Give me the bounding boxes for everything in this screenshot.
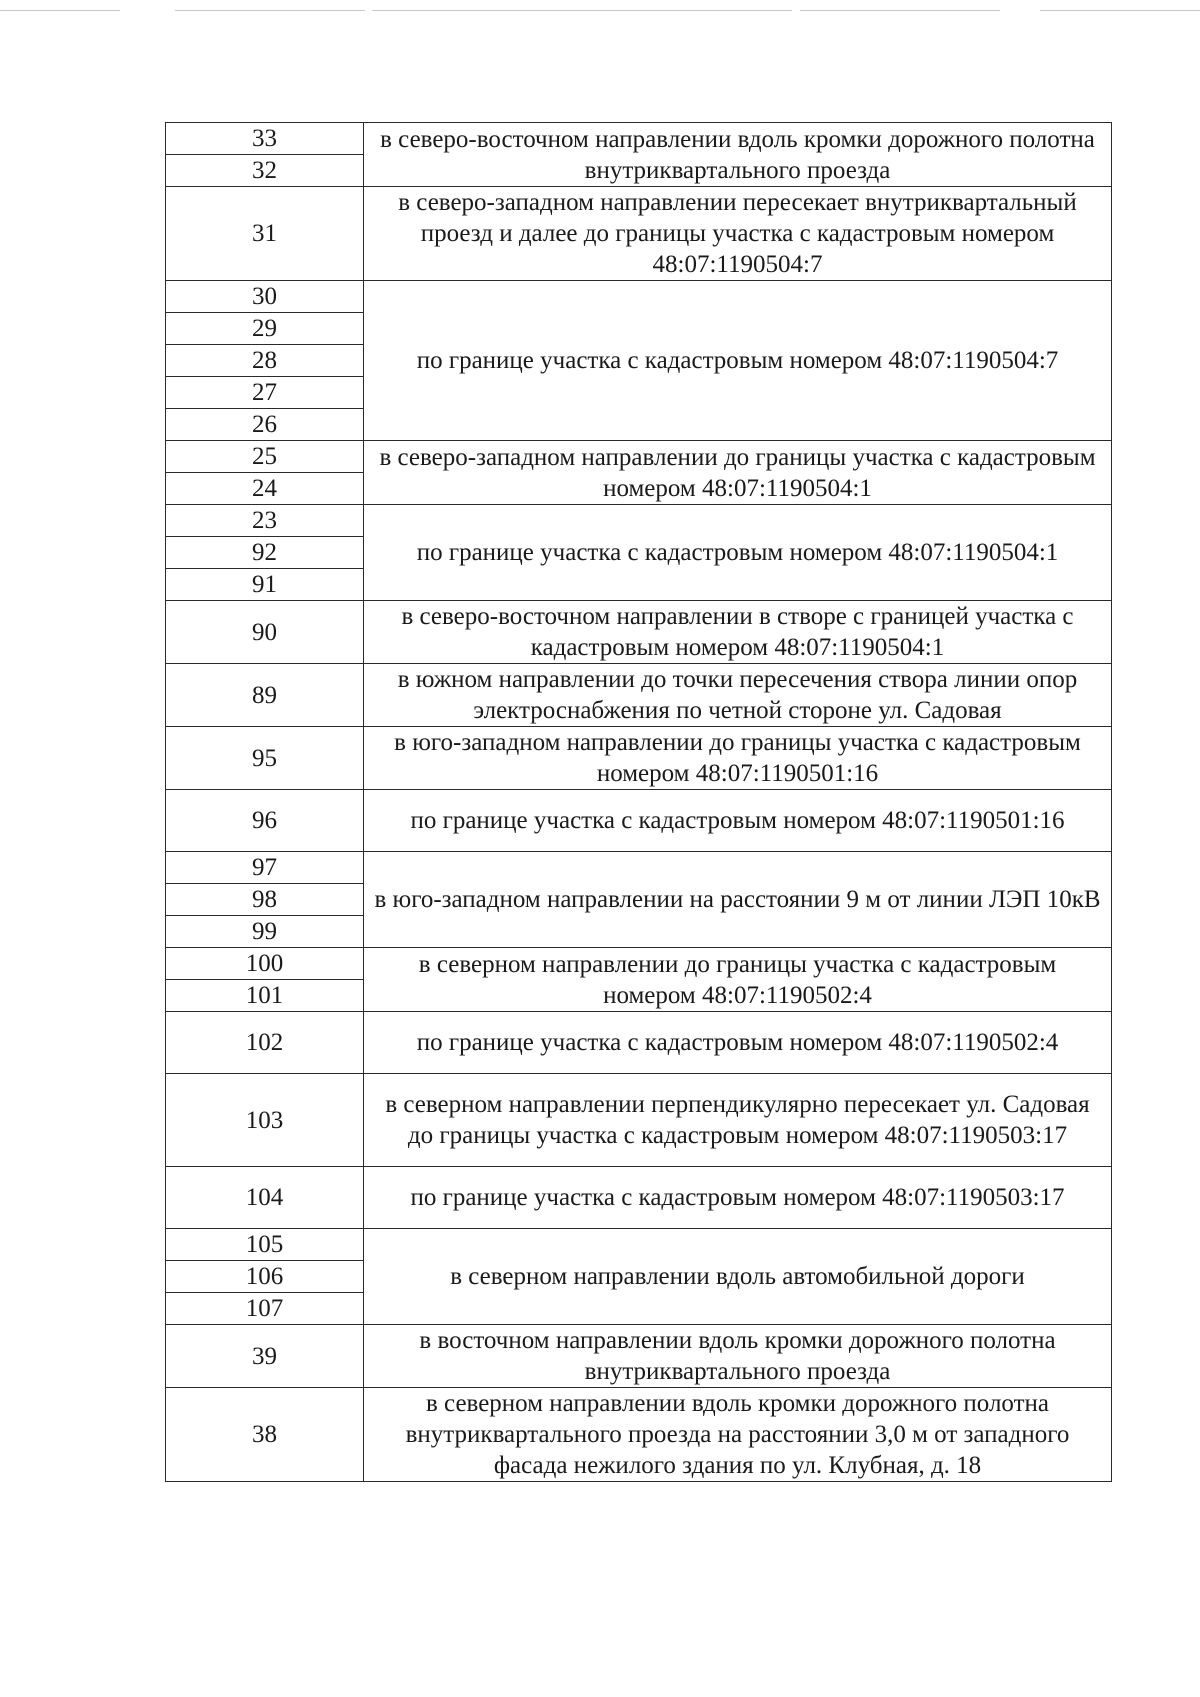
direction-description-cell: в южном направлении до точки пересечения створа линии опор электроснабжения по четной стороне ул. Садовая bbox=[364, 664, 1112, 727]
table-row bbox=[166, 1325, 1112, 1388]
direction-description-cell: в северном направлении вдоль кромки дорожного полотна внутриквартального проезда на расстоянии 3,0 м от западного фасада нежилого здания по ул. Клубная, д. 18 bbox=[364, 1388, 1112, 1482]
point-number-cell: 99 bbox=[166, 916, 364, 948]
table-row bbox=[166, 727, 1112, 790]
point-number-cell: 103 bbox=[166, 1074, 364, 1167]
direction-description-cell: в юго-западном направлении до границы участка с кадастровым номером 48:07:1190501:16 bbox=[364, 727, 1112, 790]
direction-description-cell: в юго-западном направлении на расстоянии 9 м от линии ЛЭП 10кВ bbox=[364, 852, 1112, 948]
point-number-cell: 100 bbox=[166, 948, 364, 980]
point-number-cell: 104 bbox=[166, 1167, 364, 1229]
point-number-cell: 97 bbox=[166, 852, 364, 884]
table-row bbox=[166, 852, 1112, 884]
direction-description-cell: по границе участка с кадастровым номером 48:07:1190501:16 bbox=[364, 790, 1112, 852]
point-number-cell: 106 bbox=[166, 1261, 364, 1293]
point-number-cell: 25 bbox=[166, 441, 364, 473]
point-number-cell: 24 bbox=[166, 473, 364, 505]
point-number-cell: 26 bbox=[166, 409, 364, 441]
direction-description-cell: по границе участка с кадастровым номером 48:07:1190503:17 bbox=[364, 1167, 1112, 1229]
direction-description-cell: в восточном направлении вдоль кромки дорожного полотна внутриквартального проезда bbox=[364, 1325, 1112, 1388]
point-number-cell: 96 bbox=[166, 790, 364, 852]
point-number-cell: 92 bbox=[166, 537, 364, 569]
point-number-cell: 27 bbox=[166, 377, 364, 409]
table-row bbox=[166, 790, 1112, 852]
point-number-cell: 90 bbox=[166, 601, 364, 664]
direction-description-cell: в северо-восточном направлении в створе с границей участка с кадастровым номером 48:07:1190504:1 bbox=[364, 601, 1112, 664]
point-number-cell: 28 bbox=[166, 345, 364, 377]
table-row bbox=[166, 123, 1112, 155]
table-row bbox=[166, 1074, 1112, 1167]
table-row bbox=[166, 505, 1112, 537]
direction-description-cell: в северном направлении до границы участка с кадастровым номером 48:07:1190502:4 bbox=[364, 948, 1112, 1012]
direction-description-cell: по границе участка с кадастровым номером 48:07:1190504:7 bbox=[364, 281, 1112, 441]
table-row bbox=[166, 1012, 1112, 1074]
table-row bbox=[166, 948, 1112, 980]
boundary-points-table bbox=[165, 122, 1112, 1482]
point-number-cell: 32 bbox=[166, 155, 364, 187]
point-number-cell: 39 bbox=[166, 1325, 364, 1388]
table-row bbox=[166, 601, 1112, 664]
direction-description-cell: по границе участка с кадастровым номером 48:07:1190502:4 bbox=[364, 1012, 1112, 1074]
table-body bbox=[166, 123, 1112, 1482]
point-number-cell: 102 bbox=[166, 1012, 364, 1074]
point-number-cell: 107 bbox=[166, 1293, 364, 1325]
table-row bbox=[166, 664, 1112, 727]
table-row bbox=[166, 441, 1112, 473]
direction-description-cell: в северном направлении перпендикулярно пересекает ул. Садовая до границы участка с кадастровым номером 48:07:1190503:17 bbox=[364, 1074, 1112, 1167]
direction-description-cell: в северо-западном направлении до границы участка с кадастровым номером 48:07:1190504:1 bbox=[364, 441, 1112, 505]
point-number-cell: 101 bbox=[166, 980, 364, 1012]
table-row bbox=[166, 1229, 1112, 1261]
point-number-cell: 105 bbox=[166, 1229, 364, 1261]
table-row bbox=[166, 1167, 1112, 1229]
point-number-cell: 33 bbox=[166, 123, 364, 155]
scan-edge-marks bbox=[0, 10, 1200, 12]
point-number-cell: 31 bbox=[166, 187, 364, 281]
direction-description-cell: в северо-восточном направлении вдоль кромки дорожного полотна внутриквартального проезда bbox=[364, 123, 1112, 187]
point-number-cell: 38 bbox=[166, 1388, 364, 1482]
table-row bbox=[166, 281, 1112, 313]
direction-description-cell: в северо-западном направлении пересекает внутриквартальный проезд и далее до границы участка с кадастровым номером 48:07:1190504:7 bbox=[364, 187, 1112, 281]
point-number-cell: 29 bbox=[166, 313, 364, 345]
point-number-cell: 91 bbox=[166, 569, 364, 601]
point-number-cell: 30 bbox=[166, 281, 364, 313]
direction-description-cell: по границе участка с кадастровым номером 48:07:1190504:1 bbox=[364, 505, 1112, 601]
table-row bbox=[166, 1388, 1112, 1482]
point-number-cell: 89 bbox=[166, 664, 364, 727]
point-number-cell: 23 bbox=[166, 505, 364, 537]
table-row bbox=[166, 187, 1112, 281]
point-number-cell: 98 bbox=[166, 884, 364, 916]
direction-description-cell: в северном направлении вдоль автомобильной дороги bbox=[364, 1229, 1112, 1325]
point-number-cell: 95 bbox=[166, 727, 364, 790]
